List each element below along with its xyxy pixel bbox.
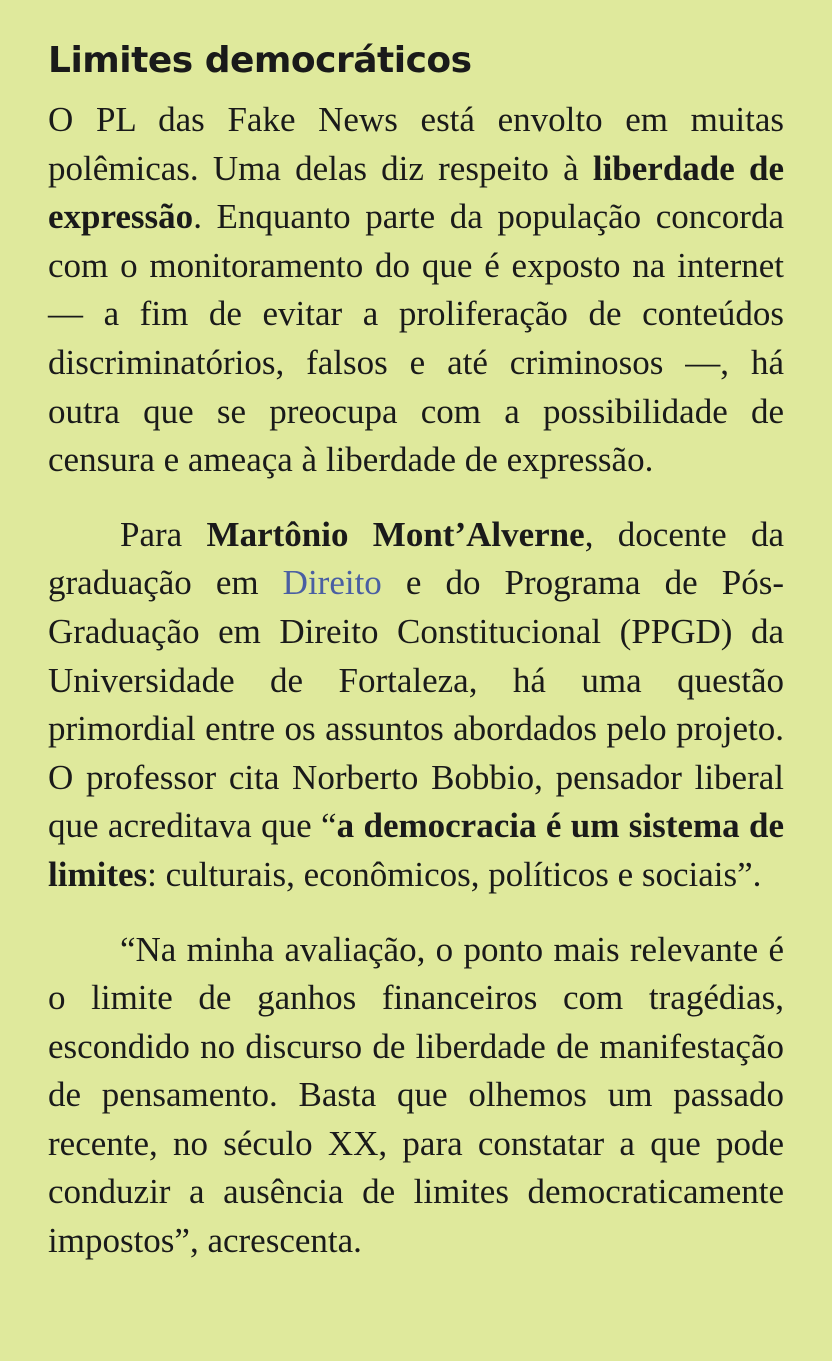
direito-link[interactable]: Direito (282, 563, 382, 603)
paragraph-1-text-b: . Enquanto parte da população concorda com o monitoramento do que é exposto na internet — a fim de evitar a proliferação de conteúdos discriminatórios, falsos e até criminosos —, há outra que se preocupa com a possibilidade de censura e ameaça à liberdade de expressão. (48, 197, 784, 480)
paragraph-3-text: “Na minha avaliação, o ponto mais relevante é o limite de ganhos financeiros com tragédias, escondido no discurso de liberdade de manifestação de pensamento. Basta que olhemos um passado recente, no século XX, para constatar a que pode conduzir a ausência de limites democraticamente impostos”, acrescenta. (48, 929, 784, 1261)
quote-bold: a democracia é um sistema de limites (48, 806, 784, 894)
paragraph-1-text-a: O PL das Fake News está envolto em muitas polêmicas. Uma delas diz respeito à (48, 100, 784, 188)
article-heading: Limites democráticos (48, 40, 472, 81)
person-name: Martônio Mont’Alverne (206, 514, 585, 554)
paragraph-2-text-a: Para (120, 514, 207, 554)
paragraph-1 (48, 96, 784, 485)
paragraph-1-bold: liberdade de expressão (48, 148, 785, 237)
paragraph-2-text-b: , docente da graduação em (48, 514, 784, 603)
paragraph-2-text-d: : culturais, econômicos, políticos e sociais”. (147, 854, 762, 894)
paragraph-3 (48, 926, 784, 1266)
paragraph-2-text-c: e do Programa de Pós-Graduação em Direito Constitucional (PPGD) da Universidade de Fortaleza, há uma questão primordial entre os assuntos abordados pelo projeto. O professor cita Norberto Bobbio, pensador liberal que acreditava que “ (48, 563, 784, 846)
article-box (48, 34, 784, 1266)
paragraph-2 (48, 511, 784, 900)
